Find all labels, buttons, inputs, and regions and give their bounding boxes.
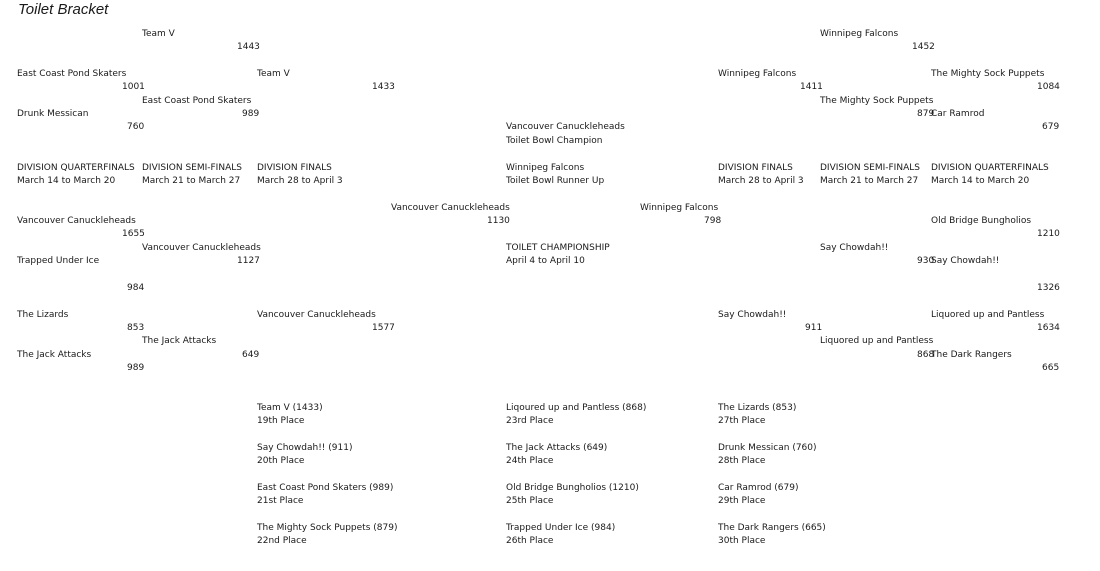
team-name: The Mighty Sock Puppets — [931, 69, 1045, 79]
placement-rank: 29th Place — [718, 496, 766, 506]
team-name: Trapped Under Ice — [17, 256, 100, 266]
team-score: 679 — [1042, 122, 1060, 132]
placement-rank: 24th Place — [506, 456, 554, 466]
team-score: 879 — [917, 109, 935, 119]
team-name: Drunk Messican — [17, 109, 89, 119]
team-score: 649 — [242, 350, 260, 360]
team-name: Old Bridge Bungholios — [931, 216, 1032, 226]
placement-team: Liqoured up and Pantless (868) — [506, 403, 647, 413]
placement-team: East Coast Pond Skaters (989) — [257, 483, 394, 493]
runnerup-name: Winnipeg Falcons — [506, 163, 585, 173]
placement-team: Drunk Messican (760) — [718, 443, 817, 453]
team-score: 1577 — [372, 323, 395, 333]
team-score: 798 — [704, 216, 722, 226]
team-name: Vancouver Canuckleheads — [142, 243, 261, 253]
champion-label: Toilet Bowl Champion — [506, 136, 603, 146]
team-name: Vancouver Canuckleheads — [257, 310, 376, 320]
team-name: Winnipeg Falcons — [820, 29, 899, 39]
round-dates: April 4 to April 10 — [506, 256, 585, 266]
team-score: 1084 — [1037, 82, 1060, 92]
team-score: 1326 — [1037, 283, 1060, 293]
team-score: 1634 — [1037, 323, 1060, 333]
team-name: The Jack Attacks — [142, 336, 217, 346]
team-name: The Dark Rangers — [931, 350, 1012, 360]
team-name: The Mighty Sock Puppets — [820, 96, 934, 106]
team-name: Car Ramrod — [931, 109, 985, 119]
team-score: 1443 — [237, 42, 260, 52]
page-title: Toilet Bracket — [18, 1, 109, 18]
placement-rank: 26th Place — [506, 536, 554, 546]
team-score: 1433 — [372, 82, 395, 92]
placement-team: The Mighty Sock Puppets (879) — [257, 523, 398, 533]
round-header: DIVISION FINALS — [257, 163, 332, 173]
team-name: Vancouver Canuckleheads — [17, 216, 136, 226]
team-name: Team V — [142, 29, 175, 39]
round-dates: March 21 to March 27 — [820, 176, 919, 186]
team-name: Liquored up and Pantless — [931, 310, 1045, 320]
team-name: Say Chowdah!! — [718, 310, 787, 320]
team-name: Liquored up and Pantless — [820, 336, 934, 346]
round-header: DIVISION QUARTERFINALS — [17, 163, 135, 173]
team-name: East Coast Pond Skaters — [142, 96, 252, 106]
placement-team: The Jack Attacks (649) — [506, 443, 608, 453]
round-dates: March 14 to March 20 — [931, 176, 1030, 186]
round-header: TOILET CHAMPIONSHIP — [506, 243, 610, 253]
placement-rank: 19th Place — [257, 416, 305, 426]
placement-rank: 25th Place — [506, 496, 554, 506]
round-dates: March 28 to April 3 — [718, 176, 804, 186]
placement-rank: 21st Place — [257, 496, 304, 506]
team-score: 1452 — [912, 42, 935, 52]
placement-rank: 27th Place — [718, 416, 766, 426]
round-dates: March 28 to April 3 — [257, 176, 343, 186]
team-name: The Lizards — [17, 310, 69, 320]
team-score: 1127 — [237, 256, 260, 266]
champion-name: Vancouver Canuckleheads — [506, 122, 625, 132]
round-header: DIVISION QUARTERFINALS — [931, 163, 1049, 173]
placement-rank: 23rd Place — [506, 416, 554, 426]
placement-rank: 22nd Place — [257, 536, 307, 546]
team-score: 1210 — [1037, 229, 1060, 239]
placement-team: Old Bridge Bungholios (1210) — [506, 483, 639, 493]
team-score: 868 — [917, 350, 935, 360]
placement-rank: 28th Place — [718, 456, 766, 466]
team-name: Say Chowdah!! — [931, 256, 1000, 266]
round-header: DIVISION SEMI-FINALS — [142, 163, 242, 173]
runnerup-label: Toilet Bowl Runner Up — [506, 176, 605, 186]
placement-rank: 30th Place — [718, 536, 766, 546]
placement-rank: 20th Place — [257, 456, 305, 466]
round-dates: March 14 to March 20 — [17, 176, 116, 186]
team-score: 984 — [127, 283, 145, 293]
team-score: 1655 — [122, 229, 145, 239]
placement-team: Say Chowdah!! (911) — [257, 443, 353, 453]
team-score: 989 — [242, 109, 260, 119]
team-score: 1130 — [487, 216, 510, 226]
team-score: 665 — [1042, 363, 1060, 373]
team-name: Vancouver Canuckleheads — [391, 203, 510, 213]
placement-team: Car Ramrod (679) — [718, 483, 799, 493]
placement-team: The Lizards (853) — [718, 403, 797, 413]
team-score: 930 — [917, 256, 935, 266]
team-name: Winnipeg Falcons — [640, 203, 719, 213]
team-name: Winnipeg Falcons — [718, 69, 797, 79]
team-name: The Jack Attacks — [17, 350, 92, 360]
round-header: DIVISION FINALS — [718, 163, 793, 173]
team-name: East Coast Pond Skaters — [17, 69, 127, 79]
placement-team: The Dark Rangers (665) — [718, 523, 826, 533]
team-score: 853 — [127, 323, 145, 333]
round-header: DIVISION SEMI-FINALS — [820, 163, 920, 173]
team-score: 911 — [805, 323, 823, 333]
team-score: 760 — [127, 122, 145, 132]
round-dates: March 21 to March 27 — [142, 176, 241, 186]
team-score: 1411 — [800, 82, 823, 92]
team-name: Team V — [257, 69, 290, 79]
team-score: 989 — [127, 363, 145, 373]
team-score: 1001 — [122, 82, 145, 92]
placement-team: Team V (1433) — [257, 403, 323, 413]
placement-team: Trapped Under Ice (984) — [506, 523, 616, 533]
team-name: Say Chowdah!! — [820, 243, 889, 253]
